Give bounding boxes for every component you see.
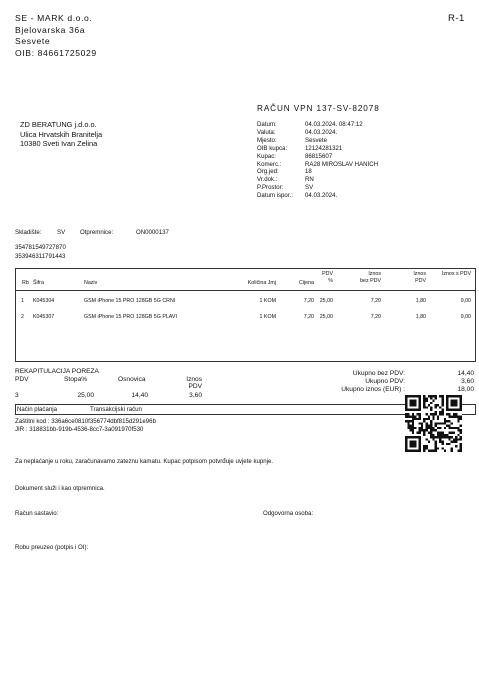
meta-row: [257, 129, 378, 137]
payment-label: Način plaćanja: [17, 406, 57, 413]
jir-code: JIR : 318831bb-919b-4536-8cc7-3a091970f530: [15, 426, 144, 433]
col-pdv-pct-bottom: %: [328, 278, 333, 284]
recap-title: REKAPITULACIJA POREZA: [15, 368, 99, 375]
meta-label: Org.jed:: [257, 168, 279, 176]
cell-naziv: GSM iPhone 15 PRO 128GB 5G PLAVI: [84, 314, 177, 320]
col-naziv: Naziv: [84, 280, 98, 286]
cell-sifra: K045304: [33, 298, 55, 304]
meta-value: 86815607: [305, 152, 333, 160]
meta-row: [257, 176, 378, 184]
skladiste-value: SV: [57, 229, 66, 236]
meta-value: 18: [305, 168, 312, 176]
meta-value: 04.03.2024.: [305, 128, 338, 136]
cell-s-pdv: 9,00: [460, 298, 471, 304]
cell-pdv: 25,00: [319, 314, 333, 320]
cell-iznos-pdv: 1,80: [415, 298, 426, 304]
col-iznos-s: Iznos s PDV: [441, 271, 471, 277]
meta-row: [257, 121, 378, 129]
document-note: Dokument služi i kao otpremnica.: [15, 485, 105, 492]
col-iznos-pdv: [401, 271, 426, 285]
meta-label: P.Prostor:: [257, 184, 284, 192]
cell-kolicina: 1 KOM: [259, 298, 276, 304]
col-iznos-bez-bottom: bez PDV: [360, 278, 381, 284]
meta-label: Komerc.:: [257, 160, 282, 168]
cell-kolicina: 1 KOM: [259, 314, 276, 320]
meta-label: Mjesto:: [257, 136, 277, 144]
serial-code: 354781549727870: [15, 244, 66, 251]
meta-row: [257, 161, 378, 169]
total-sum-value: 18,00: [457, 386, 474, 393]
cell-bez: 7,20: [370, 298, 381, 304]
buyer-block: [20, 120, 102, 149]
meta-value: 04.03.2024. 08:47:12: [305, 121, 363, 128]
recap-val-pdv: 3: [15, 392, 19, 399]
meta-row: [257, 168, 378, 176]
cell-sifra: K045307: [33, 314, 55, 320]
invoice-meta: [257, 121, 378, 200]
serial-code: 353946311791443: [15, 253, 66, 260]
table-divider: [16, 290, 475, 291]
recap-col-osnovica: Osnovica: [118, 376, 146, 383]
total-bez-value: 14,40: [457, 370, 474, 377]
col-iznos-bez: [346, 271, 381, 285]
cell-s-pdv: 9,00: [460, 314, 471, 320]
preuzeo-label: Robu preuzeo (potpis i OI):: [15, 544, 89, 551]
seller-oib: OIB: 84661725029: [15, 47, 97, 58]
recap-val-stopa: 25,00: [77, 392, 94, 399]
buyer-city: 10380 Sveti Ivan Zelina: [20, 139, 98, 149]
col-sifra: Šifra: [33, 280, 44, 286]
seller-block: [15, 13, 97, 59]
col-pdv-pct-top: PDV: [322, 271, 333, 277]
otpremnice-label: Otpremnice:: [80, 229, 114, 236]
cell-pdv: 25,00: [319, 298, 333, 304]
cell-naziv: GSM iPhone 15 PRO 128GB 5G CRNI: [84, 298, 176, 304]
cell-cijena: 7,20: [303, 298, 314, 304]
seller-name: SE - MARK d.o.o.: [15, 13, 93, 23]
meta-label: Datum ispor.:: [257, 192, 293, 200]
recap-col-iznos-bottom: PDV: [188, 383, 202, 390]
buyer-name: ZD BERATUNG j.d.o.o.: [20, 120, 97, 129]
meta-value: SV: [305, 184, 314, 192]
invoice-title: RAČUN VPN 137-SV-82078: [257, 104, 380, 113]
cell-iznos-pdv: 1,80: [415, 314, 426, 320]
col-cijena: Cijena: [298, 280, 314, 286]
recap-val-iznos: 3,60: [189, 392, 202, 399]
terms-note: Za neplaćanje u roku, zaračunavamo zateznu kamatu. Kupac potpisom potvrđuje uvjete kupnje.: [15, 458, 274, 465]
col-rb: Rb: [22, 280, 29, 286]
document-code: R-1: [448, 13, 465, 24]
recap-col-stopa: Stopa%: [64, 376, 88, 383]
meta-value: 12124281321: [305, 144, 343, 152]
seller-city: Sesvete: [15, 36, 51, 46]
cell-rb: 2: [21, 314, 24, 320]
meta-row: [257, 184, 378, 192]
total-sum-label: Ukupno iznos (EUR) :: [341, 386, 405, 393]
col-iznos-pdv-bottom: PDV: [415, 278, 426, 284]
cell-bez: 7,20: [370, 314, 381, 320]
col-kolicina: Količina Jmj: [247, 280, 276, 286]
meta-value: RN: [305, 176, 314, 184]
recap-col-pdv: PDV: [15, 376, 29, 383]
col-pdv-pct: [311, 271, 333, 285]
meta-label: Datum:: [257, 121, 277, 128]
zki-code: Zaštitni kod : 336a6ce0810f356774dbf815d291e96b: [15, 418, 156, 425]
recap-val-osnovica: 14,40: [131, 392, 148, 399]
total-pdv-value: 3,60: [461, 378, 474, 385]
odgovorna-label: Odgovorna osoba:: [263, 510, 314, 517]
qr-code: [405, 395, 462, 452]
payment-value: Transakcijski račun: [90, 406, 142, 413]
total-pdv-label: Ukupno PDV:: [365, 378, 405, 385]
meta-row: [257, 145, 378, 153]
meta-label: OIB kupca:: [257, 144, 288, 152]
cell-rb: 1: [21, 298, 24, 304]
meta-value: Sesvete: [305, 136, 328, 144]
col-iznos-pdv-top: Iznos: [413, 271, 426, 277]
recap-col-iznos-top: Iznos: [186, 376, 202, 383]
meta-row: [257, 192, 378, 200]
buyer-street: Ulica Hrvatskih Branitelja: [20, 129, 103, 139]
meta-label: Valuta:: [257, 128, 276, 136]
col-iznos-bez-top: Iznos: [368, 271, 381, 277]
cell-cijena: 7,20: [303, 314, 314, 320]
meta-label: Vr.dok.:: [257, 176, 278, 184]
items-table: [15, 268, 476, 362]
meta-value: RA28 MIROSLAV HANICH: [305, 160, 379, 168]
skladiste-label: Skladište:: [15, 229, 42, 236]
otpremnice-value: ON0000137: [136, 229, 169, 236]
total-bez-label: Ukupno bez PDV:: [352, 370, 405, 377]
meta-value: 04.03.2024.: [305, 192, 338, 200]
meta-label: Kupac:: [257, 152, 276, 160]
meta-row: [257, 137, 378, 145]
seller-street: Bjelovarska 36a: [15, 24, 86, 35]
recap-col-iznos: [170, 376, 202, 390]
sastavio-label: Račun sastavio:: [15, 510, 59, 517]
meta-row: [257, 153, 378, 161]
